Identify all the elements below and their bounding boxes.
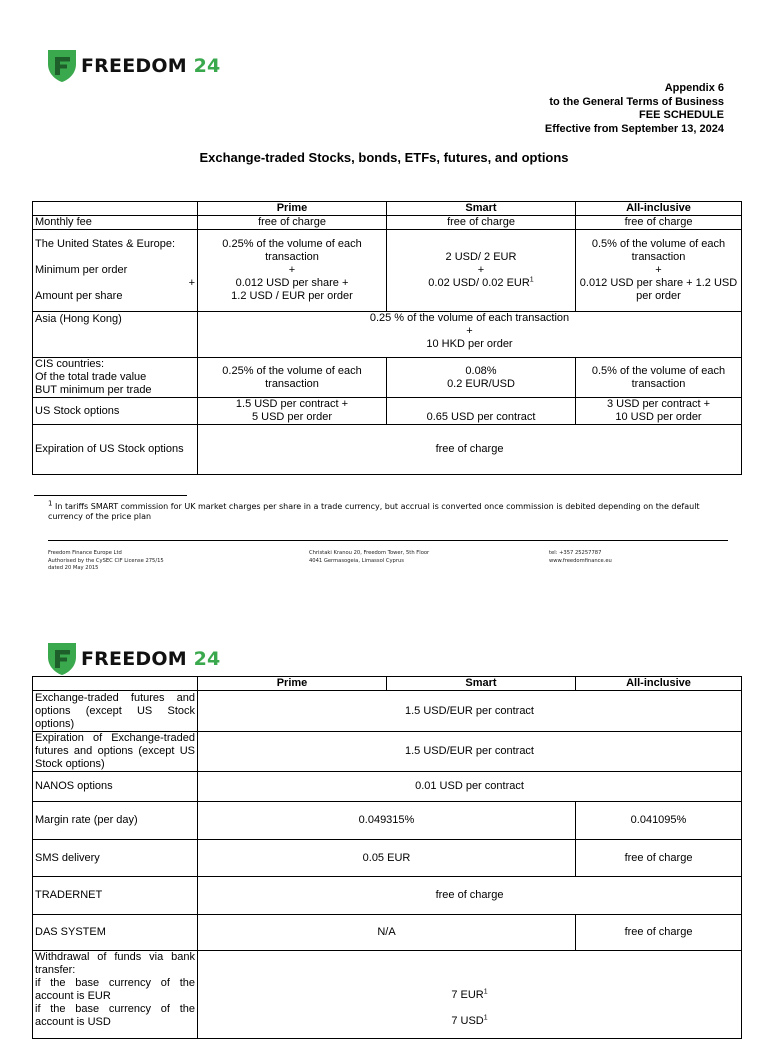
table-row [33, 312, 742, 358]
header-smart: Smart [387, 202, 576, 216]
header-smart: Smart [387, 677, 576, 691]
footnote-separator [34, 495, 187, 496]
header-all-inclusive: All-inclusive [576, 202, 742, 216]
table-row [33, 216, 742, 230]
footnote-ref: 1 [483, 988, 488, 996]
cell-smart: 0.65 USD per contract [387, 398, 576, 425]
appendix-schedule: FEE SCHEDULE [639, 109, 724, 121]
cell-smart: 0.08% 0.2 EUR/USD [387, 358, 576, 398]
row-label-cis: CIS countries: Of the total trade value BUT minimum per trade [33, 358, 198, 398]
footer-website: www.freedomfinance.eu [549, 557, 612, 564]
cell-withdrawal-value: 7 EUR$^1$ 7 USD$^1$ [198, 951, 742, 1039]
footer-contact: tel: +357 25257787 www.freedomfinance.eu [549, 550, 612, 564]
cell-prime-smart: N/A [198, 915, 576, 951]
cell-tradernet-value: free of charge [198, 877, 742, 915]
cell-futures-value: 1.5 USD/EUR per contract [198, 691, 742, 732]
row-label-tradernet: TRADERNET [33, 877, 198, 915]
appendix-header [545, 82, 724, 136]
cell-all-inclusive: 0.041095% [576, 802, 742, 840]
header-label [33, 677, 198, 691]
cell-all-inclusive: free of charge [576, 915, 742, 951]
row-label-nanos-options: NANOS options [33, 772, 198, 802]
table-row [33, 840, 742, 877]
cell-smart: 2 USD/ 2 EUR + 0.02 USD/ 0.02 EUR$^1$ [387, 230, 576, 312]
cell-prime: 0.25% of the volume of each transaction [198, 358, 387, 398]
appendix-effective-date: Effective from September 13, 2024 [544, 122, 724, 135]
table-header-row [33, 202, 742, 216]
row-label-us-europe: The United States & Europe: Minimum per order + Amount per share [33, 230, 198, 312]
table-row [33, 877, 742, 915]
brand-logo [48, 643, 220, 675]
table-row [33, 732, 742, 772]
fee-table-stocks [32, 201, 742, 475]
footnote-ref: 1 [483, 1014, 488, 1022]
row-label-futures-options: Exchange-traded futures and options (except US Stock options) [33, 691, 198, 732]
table-row [33, 691, 742, 732]
cell-all-inclusive: 3 USD per contract + 10 USD per order [576, 398, 742, 425]
document-title: Exchange-traded Stocks, bonds, ETFs, futures, and options [199, 150, 569, 165]
table-header-row [33, 677, 742, 691]
row-label-monthly-fee: Monthly fee [33, 216, 198, 230]
header-prime: Prime [198, 202, 387, 216]
cell-prime: 1.5 USD per contract + 5 USD per order [198, 398, 387, 425]
freedom-shield-icon [48, 643, 76, 675]
cell-asia-value: 0.25 % of the volume of each transaction + 10 HKD per order [198, 312, 742, 358]
row-label-withdrawal: Withdrawal of funds via bank transfer: if the base currency of the account is EUR if the base currency of the account is USD [33, 951, 198, 1039]
row-label-margin-rate: Margin rate (per day) [33, 802, 198, 840]
header-all-inclusive: All-inclusive [576, 677, 742, 691]
cell-all-inclusive: free of charge [576, 840, 742, 877]
table-row [33, 802, 742, 840]
row-label-asia: Asia (Hong Kong) [33, 312, 198, 358]
cell-prime: free of charge [198, 216, 387, 230]
header-prime: Prime [198, 677, 387, 691]
cell-all-inclusive: free of charge [576, 216, 742, 230]
footnote-text: In tariffs SMART commission for UK market charges per share in a trade currency, but accrual is converted once commission is debited depending on the default currency of the price plan [48, 502, 700, 521]
table-row [33, 951, 742, 1039]
table-row [33, 230, 742, 312]
appendix-number: Appendix 6 [664, 82, 724, 94]
table-row [33, 915, 742, 951]
header-label [33, 202, 198, 216]
row-label-das-system: DAS SYSTEM [33, 915, 198, 951]
row-label-expiration-us-options: Expiration of US Stock options [33, 425, 198, 475]
cell-expiration-value: free of charge [198, 425, 742, 475]
appendix-reference: to the General Terms of Business [549, 95, 724, 108]
fee-table-services [32, 676, 742, 1039]
cell-all-inclusive: 0.5% of the volume of each transaction [576, 358, 742, 398]
table-row [33, 772, 742, 802]
table-row [33, 358, 742, 398]
brand-wordmark: FREEDOM 24 [81, 55, 221, 77]
table-row [33, 425, 742, 475]
cell-expiration-futures-value: 1.5 USD/EUR per contract [198, 732, 742, 772]
footnote [48, 499, 728, 522]
row-label-expiration-futures: Expiration of Exchange-traded futures and options (except US Stock options) [33, 732, 198, 772]
footnote-ref: 1 [529, 276, 534, 284]
table-row [33, 398, 742, 425]
footer-address: Christaki Kranou 20, Freedom Tower, 5th Floor 4041 Germasogeia, Limassol Cyprus [309, 550, 430, 564]
footnote-number: 1 [48, 499, 53, 508]
brand-logo [48, 50, 220, 82]
cell-nanos-value: 0.01 USD per contract [198, 772, 742, 802]
footer-company: Freedom Finance Europe Ltd Authorised by the CySEC CIF License 275/15 dated 20 May 2015 [48, 550, 164, 571]
cell-smart: free of charge [387, 216, 576, 230]
cell-prime-smart: 0.049315% [198, 802, 576, 840]
freedom-shield-icon [48, 50, 76, 82]
brand-wordmark: FREEDOM 24 [81, 648, 221, 670]
cell-prime: 0.25% of the volume of each transaction + 0.012 USD per share + 1.2 USD / EUR per order [198, 230, 387, 312]
cell-prime-smart: 0.05 EUR [198, 840, 576, 877]
row-label-us-stock-options: US Stock options [33, 398, 198, 425]
row-label-sms-delivery: SMS delivery [33, 840, 198, 877]
footer-separator [48, 540, 728, 541]
cell-all-inclusive: 0.5% of the volume of each transaction + 0.012 USD per share + 1.2 USD per order [576, 230, 742, 312]
